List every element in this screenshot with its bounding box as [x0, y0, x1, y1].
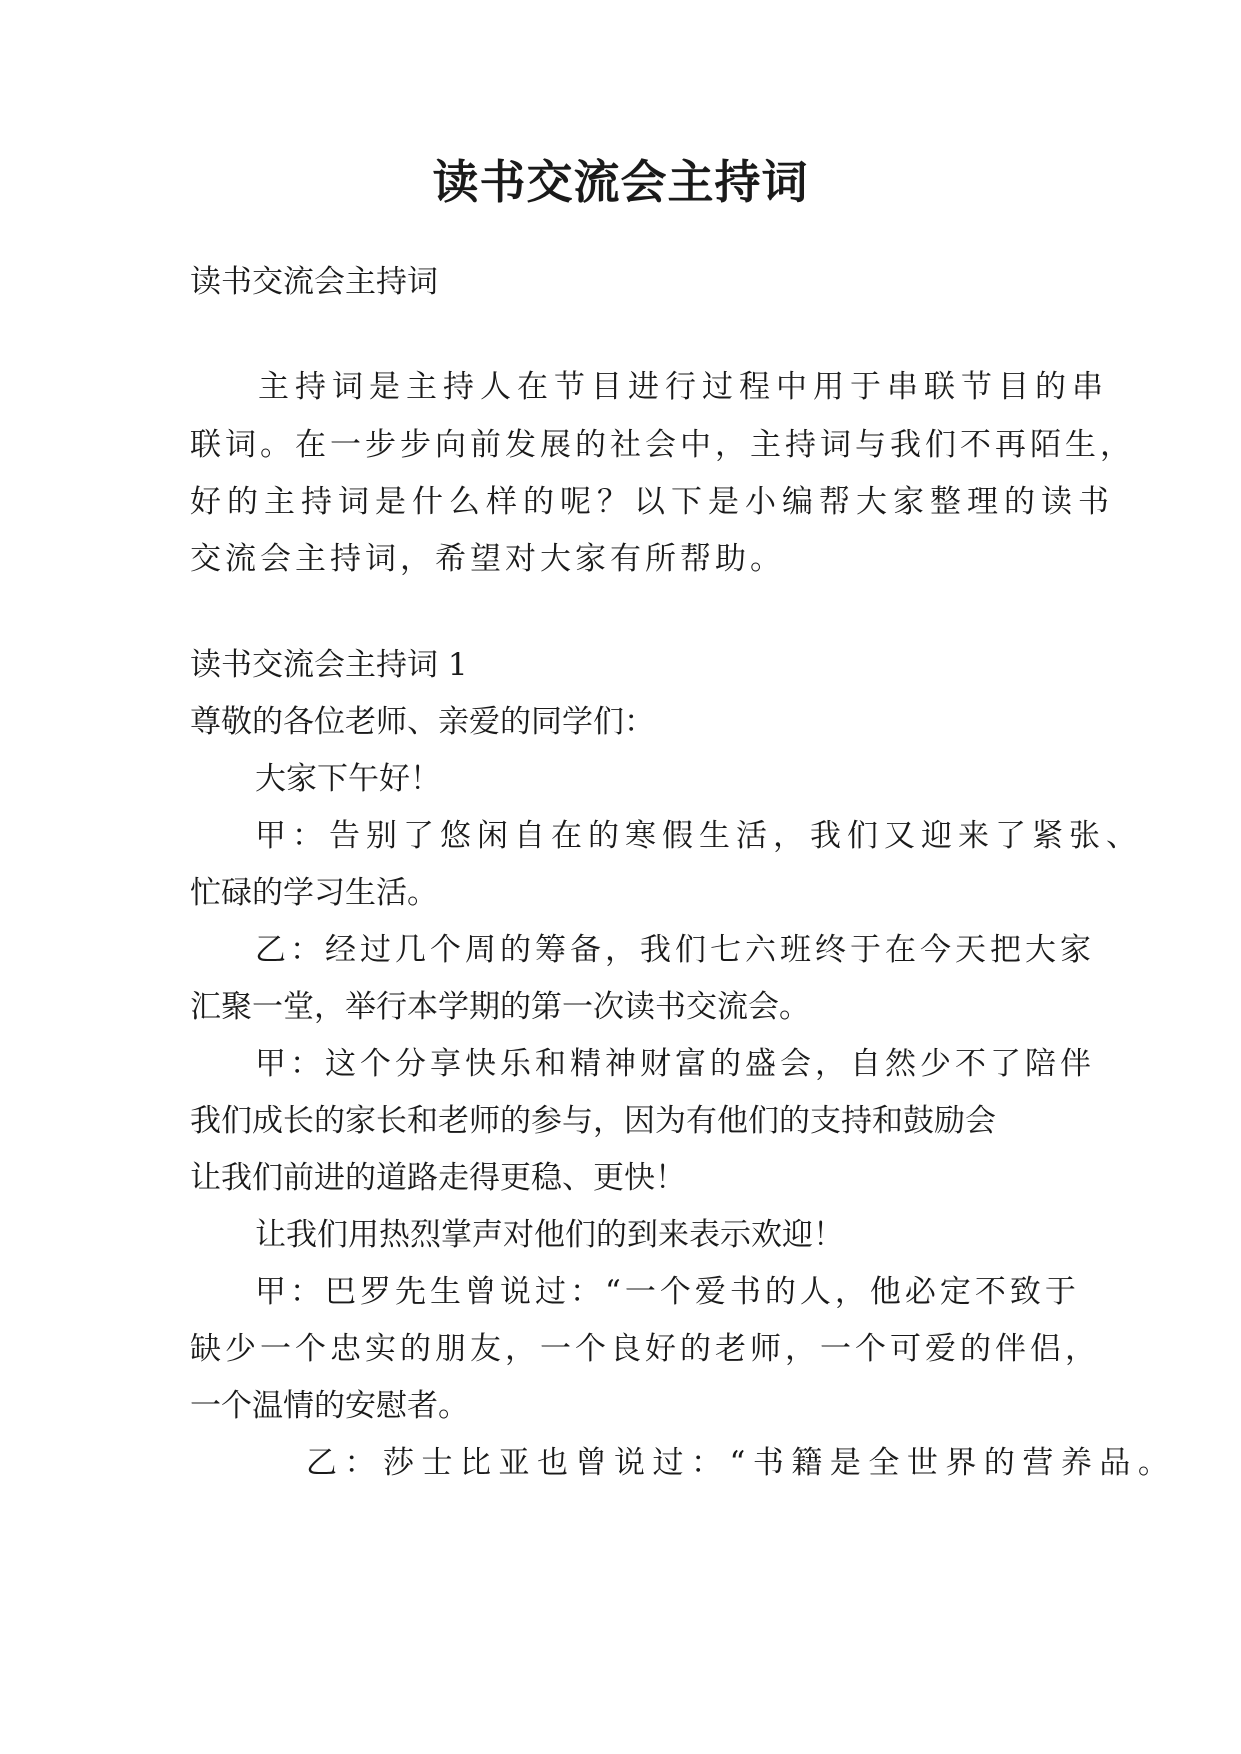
body-line-10: 让我们用热烈掌声对他们的到来表示欢迎！ [255, 1217, 844, 1253]
intro-line-4: 交流会主持词，希望对大家有所帮助。 [190, 541, 785, 577]
body-line-11: 甲：巴罗先生曾说过：“一个爱书的人，他必定不致于 [255, 1274, 1080, 1310]
body-line-8: 我们成长的家长和老师的参与，因为有他们的支持和鼓励会 [190, 1103, 996, 1139]
body-line-13: 一个温情的安慰者。 [190, 1388, 469, 1424]
body-line-2: 大家下午好！ [255, 761, 441, 797]
intro-line-1: 主持词是主持人在节目进行过程中用于串联节目的串 [258, 369, 1109, 405]
section-heading: 读书交流会主持词 1 [190, 647, 468, 683]
body-line-6: 汇聚一堂，举行本学期的第一次读书交流会。 [190, 989, 810, 1025]
body-line-14: 乙：莎士比亚也曾说过：“书籍是全世界的营养品。 [306, 1445, 1177, 1481]
body-line-9: 让我们前进的道路走得更稳、更快！ [190, 1160, 686, 1196]
document-title: 读书交流会主持词 [432, 155, 809, 209]
intro-line-3: 好的主持词是什么样的呢？以下是小编帮大家整理的读书 [190, 484, 1115, 520]
body-line-12: 缺少一个忠实的朋友，一个良好的老师，一个可爱的伴侣， [190, 1331, 1100, 1367]
body-line-1: 尊敬的各位老师、亲爱的同学们： [190, 704, 655, 740]
body-line-4: 忙碌的学习生活。 [190, 875, 438, 911]
body-line-3: 甲：告别了悠闲自在的寒假生活，我们又迎来了紧张、 [255, 818, 1143, 854]
intro-line-2: 联词。在一步步向前发展的社会中，主持词与我们不再陌生， [190, 427, 1135, 463]
body-line-5: 乙：经过几个周的筹备，我们七六班终于在今天把大家 [255, 932, 1095, 968]
document-subtitle: 读书交流会主持词 [190, 264, 438, 300]
body-line-7: 甲：这个分享快乐和精神财富的盛会，自然少不了陪伴 [255, 1046, 1095, 1082]
